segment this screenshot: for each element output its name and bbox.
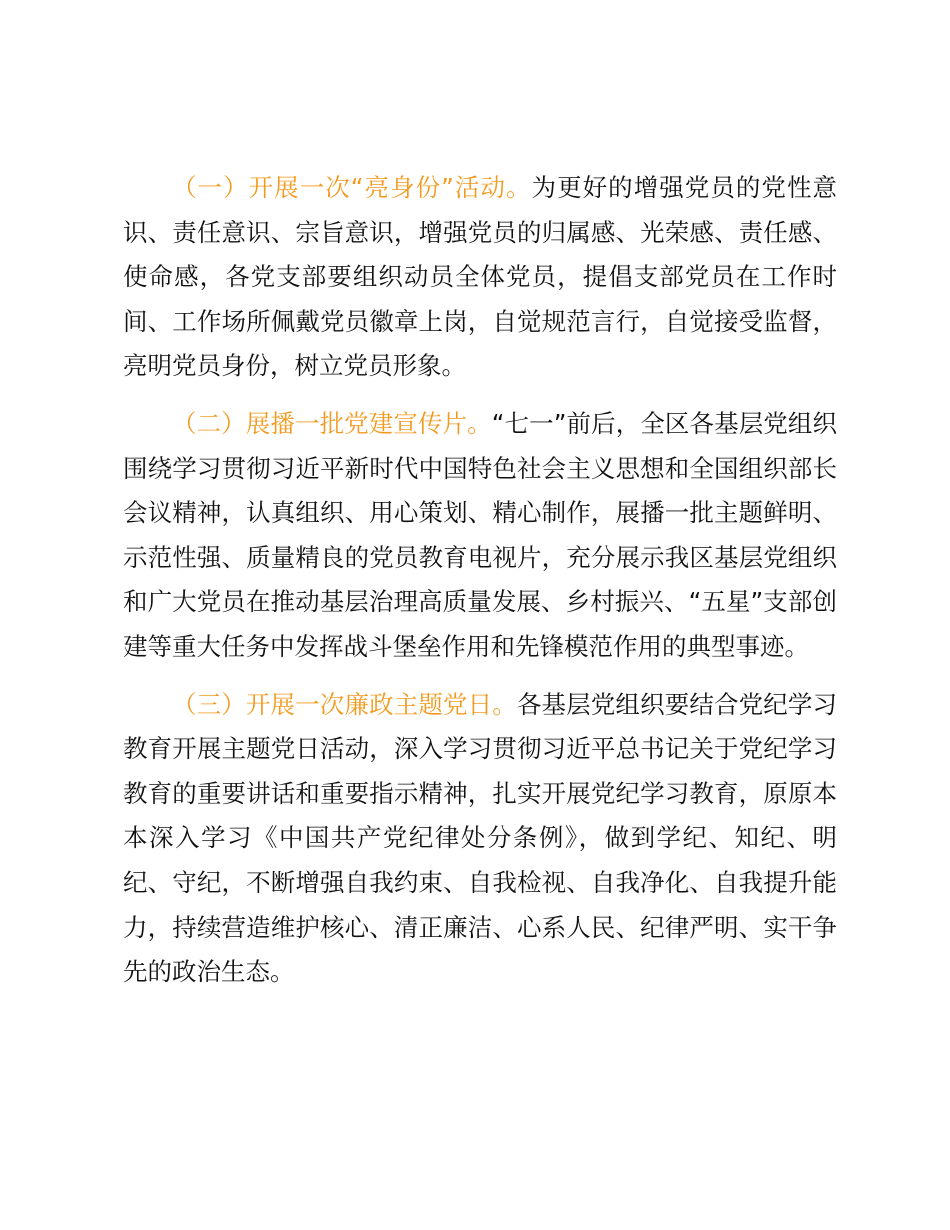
section-1-paragraph [123,166,837,389]
document-body [123,166,837,1008]
section-3-heading: （三）开展一次廉政主题党日。 [172,689,517,719]
section-3-text: 各基层党组织要结合党纪学习教育开展主题党日活动，深入学习贯彻习近平总书记关于党纪学习教育的重要讲话和重要指示精神，扎实开展党纪学习教育，原原本本深入学习《中国共产党纪律处分条例》，做到学纪、知纪、明纪、守纪，不断增强自我约束、自我检视、自我净化、自我提升能力，持续营造维护核心、清正廉洁、心系人民、纪律严明、实干争先的政治生态。 [123,689,838,987]
section-1-text: 为更好的增强党员的党性意识、责任意识、宗旨意识，增强党员的归属感、光荣感、责任感、使命感，各党支部要组织动员全体党员，提倡支部党员在工作时间、工作场所佩戴党员徽章上岗，自觉规范言行，自觉接受监督，亮明党员身份，树立党员形象。 [123,173,837,381]
section-3-paragraph [123,683,837,995]
section-2-paragraph [123,402,837,670]
section-1-heading: （一）开展一次“亮身份”活动。 [172,173,532,202]
section-2-heading: （二）展播一批党建宣传片。 [172,408,492,438]
section-2-text: “七一”前后，全区各基层党组织围绕学习贯彻习近平新时代中国特色社会主义思想和全国组织部长会议精神，认真组织、用心策划、精心制作，展播一批主题鲜明、示范性强、质量精良的党员教育电视片，充分展示我区基层党组织和广大党员在推动基层治理高质量发展、乡村振兴、“五星”支部创建等重大任务中发挥战斗堡垒作用和先锋模范作用的典型事迹。 [123,408,838,661]
